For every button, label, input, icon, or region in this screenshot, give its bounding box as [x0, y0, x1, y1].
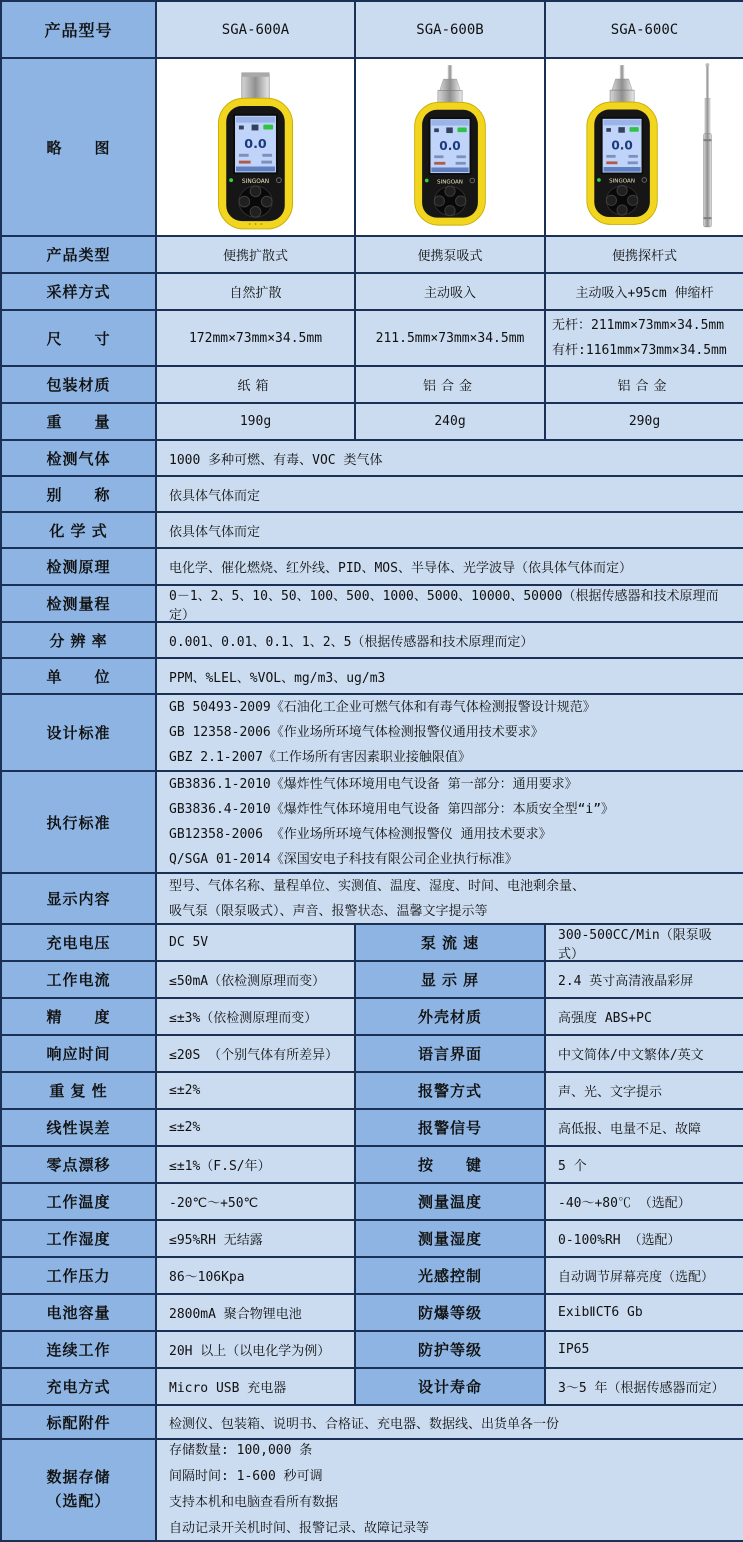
pump-flow-value: 300-500CC/Min（限泵吸式） — [545, 924, 743, 961]
detected-gases-value: 1000 多种可燃、有毒、VOC 类气体 — [156, 440, 743, 476]
fan-icon — [252, 125, 259, 131]
device-illustration-diffusion — [158, 61, 353, 233]
telescopic-rod — [703, 63, 711, 227]
row-label-response-time: 响应时间 — [1, 1035, 156, 1072]
alarm-signal-value: 高低报、电量不足、故障 — [545, 1109, 743, 1146]
brand-text: SINGOAN — [609, 178, 635, 185]
continuous-work-value: 20H 以上（以电化学为例） — [156, 1331, 355, 1368]
standard-accessories-value: 检测仪、包装箱、说明书、合格证、充电器、数据线、出货单各一份 — [156, 1405, 743, 1439]
row-label-language: 语言界面 — [355, 1035, 545, 1072]
measure-temperature-value: -40～+80℃ （选配） — [545, 1183, 743, 1220]
row-label-working-current: 工作电流 — [1, 961, 156, 998]
charging-method-value: Micro USB 充电器 — [156, 1368, 355, 1405]
dimensions-c — [545, 310, 743, 366]
product-photo-sga600b — [355, 58, 545, 236]
row-label-linearity-error: 线性误差 — [1, 1109, 156, 1146]
fan-icon — [618, 127, 624, 133]
repeatability-value: ≤±2% — [156, 1072, 355, 1109]
detection-principle-value: 电化学、催化燃烧、红外线、PID、MOS、半导体、光学波导（依具体气体而定） — [156, 548, 743, 585]
model-name-sga600c: SGA-600C — [545, 1, 743, 58]
working-current-value: ≤50mA（依检测原理而变） — [156, 961, 355, 998]
buttons-value: 5 个 — [545, 1146, 743, 1183]
row-label-standard-accessories: 标配附件 — [1, 1405, 156, 1439]
brand-text: SINGOAN — [437, 179, 463, 186]
row-label-working-temperature: 工作温度 — [1, 1183, 156, 1220]
chemical-formula-value: 依具体气体而定 — [156, 512, 743, 548]
design-standard-value — [156, 694, 743, 771]
row-label-explosion-proof: 防爆等级 — [355, 1294, 545, 1331]
row-label-shell-material: 外壳材质 — [355, 998, 545, 1035]
display-screen-value: 2.4 英寸高清液晶彩屏 — [545, 961, 743, 998]
status-led — [229, 178, 233, 182]
text-line: GB 50493-2009《石油化工企业可燃气体和有毒气体检测报警设计规范》 — [169, 700, 596, 715]
dimensions-b: 211.5mm×73mm×34.5mm — [355, 310, 545, 366]
response-time-value: ≤20S （个别气体有所差异） — [156, 1035, 355, 1072]
exec-standard-value — [156, 771, 743, 873]
zero-drift-value: ≤±1%（F.S/年） — [156, 1146, 355, 1183]
working-humidity-value: ≤95%RH 无结露 — [156, 1220, 355, 1257]
row-label-alarm-mode: 报警方式 — [355, 1072, 545, 1109]
status-led — [425, 179, 429, 183]
row-label-product-model: 产品型号 — [1, 1, 156, 58]
weight-c: 290g — [545, 403, 743, 440]
text-line: 间隔时间: 1-600 秒可调 — [169, 1469, 323, 1484]
row-label-detection-range: 检测量程 — [1, 585, 156, 622]
product-photo-sga600c — [545, 58, 743, 236]
row-label-light-control: 光感控制 — [355, 1257, 545, 1294]
pump-probe — [448, 65, 453, 79]
language-value: 中文简体/中文繁体/英文 — [545, 1035, 743, 1072]
text-line: 数据存储 — [46, 1469, 111, 1486]
speaker-icon — [434, 128, 439, 132]
text-line: GB3836.1-2010《爆炸性气体环境用电气设备 第一部分：通用要求》 — [169, 777, 578, 792]
explosion-proof-value: ExibⅡCT6 Gb — [545, 1294, 743, 1331]
row-label-repeatability: 重 复 性 — [1, 1072, 156, 1109]
model-name-sga600a: SGA-600A — [156, 1, 355, 58]
shell-material-value: 高强度 ABS+PC — [545, 998, 743, 1035]
row-label-packaging: 包装材质 — [1, 366, 156, 403]
accuracy-value: ≤±3%（依检测原理而变） — [156, 998, 355, 1035]
row-label-buttons: 按 键 — [355, 1146, 545, 1183]
data-storage-value — [156, 1439, 743, 1541]
row-label-dimensions: 尺 寸 — [1, 310, 156, 366]
text-line: GB3836.4-2010《爆炸性气体环境用电气设备 第四部分：本质安全型“i”》 — [169, 802, 615, 817]
text-line: GBZ 2.1-2007《工作场所有害因素职业接触限值》 — [169, 750, 471, 765]
row-label-measure-temperature: 测量温度 — [355, 1183, 545, 1220]
row-label-protection-rating: 防护等级 — [355, 1331, 545, 1368]
row-label-design-life: 设计寿命 — [355, 1368, 545, 1405]
packaging-a: 纸箱 — [156, 366, 355, 403]
alias-value: 依具体气体而定 — [156, 476, 743, 512]
protection-rating-value: IP65 — [545, 1331, 743, 1368]
speaker-icon — [606, 128, 611, 132]
row-label-data-storage — [1, 1439, 156, 1541]
device-illustration-probe-rod — [547, 61, 742, 233]
design-life-value: 3～5 年（根据传感器而定） — [545, 1368, 743, 1405]
sensor-cap — [438, 90, 462, 102]
working-pressure-value: 86～106Kpa — [156, 1257, 355, 1294]
text-line: GB 12358-2006《作业场所环境气体检测报警仪通用技术要求》 — [169, 725, 544, 740]
text-line: 支持本机和电脑查看所有数据 — [169, 1495, 339, 1510]
screen-reading: 0.0 — [439, 138, 461, 153]
sensor-cap — [610, 90, 634, 102]
text-line: （选配） — [46, 1493, 111, 1510]
sampling-c: 主动吸入+95cm 伸缩杆 — [545, 273, 743, 310]
row-label-display-content: 显示内容 — [1, 873, 156, 924]
screen-reading: 0.0 — [611, 138, 633, 153]
row-label-working-pressure: 工作压力 — [1, 1257, 156, 1294]
battery-icon — [263, 125, 273, 130]
row-label-resolution: 分 辨 率 — [1, 622, 156, 658]
units-value: PPM、%LEL、%VOL、mg/m3、ug/m3 — [156, 658, 743, 694]
row-label-continuous-work: 连续工作 — [1, 1331, 156, 1368]
text-line: 无杆：211mm×73mm×34.5mm — [552, 318, 725, 333]
charging-voltage-value: DC 5V — [156, 924, 355, 961]
screen-reading: 0.0 — [244, 135, 267, 151]
resolution-value: 0.001、0.01、0.1、1、2、5（根据传感器和技术原理而定） — [156, 622, 743, 658]
pump-probe — [620, 65, 625, 79]
model-name-sga600b: SGA-600B — [355, 1, 545, 58]
status-led — [597, 178, 601, 182]
row-label-pump-flow: 泵 流 速 — [355, 924, 545, 961]
weight-b: 240g — [355, 403, 545, 440]
row-label-exec-standard: 执行标准 — [1, 771, 156, 873]
row-label-weight: 重 量 — [1, 403, 156, 440]
row-label-accuracy: 精 度 — [1, 998, 156, 1035]
row-label-sketch: 略 图 — [1, 58, 156, 236]
packaging-c: 铝合金 — [545, 366, 743, 403]
product-type-c: 便携探杆式 — [545, 236, 743, 273]
row-label-units: 单 位 — [1, 658, 156, 694]
row-label-measure-humidity: 测量湿度 — [355, 1220, 545, 1257]
sampling-b: 主动吸入 — [355, 273, 545, 310]
device-illustration-pump — [357, 61, 543, 233]
row-label-alarm-signal: 报警信号 — [355, 1109, 545, 1146]
product-type-b: 便携泵吸式 — [355, 236, 545, 273]
text-line: Q/SGA 01-2014《深国安电子科技有限公司企业执行标准》 — [169, 852, 518, 867]
measure-humidity-value: 0-100%RH （选配） — [545, 1220, 743, 1257]
row-label-alias: 别 称 — [1, 476, 156, 512]
row-label-design-standard: 设计标准 — [1, 694, 156, 771]
text-line: 有杆:1161mm×73mm×34.5mm — [552, 343, 727, 358]
row-label-charging-voltage: 充电电压 — [1, 924, 156, 961]
product-type-a: 便携扩散式 — [156, 236, 355, 273]
alarm-mode-value: 声、光、文字提示 — [545, 1072, 743, 1109]
text-line: 存储数量: 100,000 条 — [169, 1443, 313, 1458]
row-label-chemical-formula: 化 学 式 — [1, 512, 156, 548]
sampling-a: 自然扩散 — [156, 273, 355, 310]
display-content-value — [156, 873, 743, 924]
fan-icon — [446, 127, 453, 133]
battery-capacity-value: 2800mA 聚合物锂电池 — [156, 1294, 355, 1331]
detection-range-value: 0－1、2、5、10、50、100、500、1000、5000、10000、50000（根据传感器和技术原理而定） — [156, 585, 743, 622]
row-label-battery-capacity: 电池容量 — [1, 1294, 156, 1331]
battery-icon — [629, 127, 638, 132]
row-label-detection-principle: 检测原理 — [1, 548, 156, 585]
row-label-detected-gases: 检测气体 — [1, 440, 156, 476]
brand-text: SINGOAN — [241, 179, 270, 186]
row-label-charging-method: 充电方式 — [1, 1368, 156, 1405]
light-control-value: 自动调节屏幕亮度（选配） — [545, 1257, 743, 1294]
dimensions-a: 172mm×73mm×34.5mm — [156, 310, 355, 366]
text-line: 自动记录开关机时间、报警记录、故障记录等 — [169, 1521, 430, 1536]
text-line: GB12358-2006 《作业场所环境气体检测报警仪 通用技术要求》 — [169, 827, 552, 842]
row-label-working-humidity: 工作湿度 — [1, 1220, 156, 1257]
row-label-zero-drift: 零点漂移 — [1, 1146, 156, 1183]
text-line: 吸气泵（限泵吸式）、声音、报警状态、温馨文字提示等 — [169, 903, 488, 919]
text-line: 型号、气体名称、量程单位、实测值、温度、湿度、时间、电池剩余量、 — [169, 878, 586, 894]
row-label-sampling-method: 采样方式 — [1, 273, 156, 310]
row-label-display-screen: 显 示 屏 — [355, 961, 545, 998]
working-temperature-value: -20℃～+50℃ — [156, 1183, 355, 1220]
row-label-product-type: 产品类型 — [1, 236, 156, 273]
weight-a: 190g — [156, 403, 355, 440]
speaker-icon — [239, 126, 244, 130]
sensor-cap — [242, 73, 269, 99]
battery-icon — [457, 127, 466, 132]
packaging-b: 铝合金 — [355, 366, 545, 403]
product-photo-sga600a — [156, 58, 355, 236]
linearity-error-value: ≤±2% — [156, 1109, 355, 1146]
